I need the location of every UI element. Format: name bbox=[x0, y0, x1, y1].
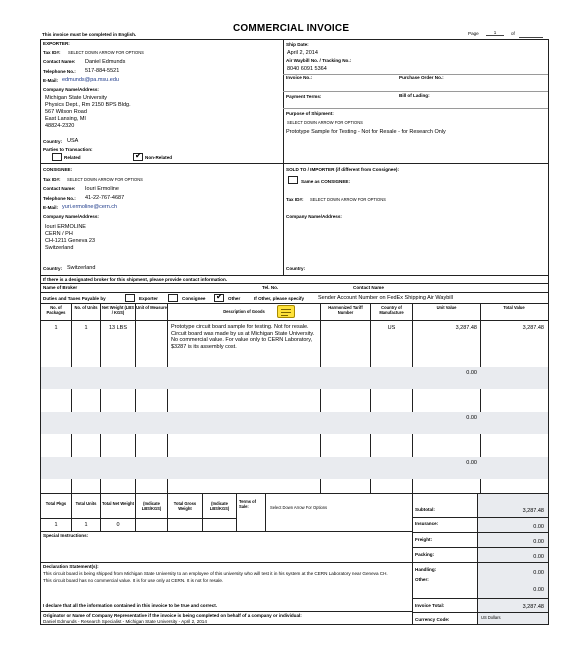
purpose-select[interactable]: SELECT DOWN ARROW FOR OPTIONS bbox=[287, 120, 363, 125]
consignee-phone-label: Telephone No.: bbox=[43, 196, 76, 201]
broker-name-label: Name of Broker bbox=[43, 285, 78, 290]
consignee-contact-field[interactable]: Iouri Ermoline bbox=[85, 186, 119, 192]
declaration-text[interactable]: This circuit board is being shipped from Michigan State University to an employee of this university who will test it in his system at the CERN Laboratory near Geneva CH. This circuit board has no commercial value. It is for use only at CERN. It is not for resale. bbox=[43, 571, 388, 583]
consignee-address-line: CERN / PH bbox=[45, 231, 73, 237]
col-line bbox=[167, 493, 168, 531]
other-value[interactable]: 0.00 bbox=[533, 587, 544, 593]
of-label: of bbox=[511, 31, 515, 36]
parties-label: Parties to Transaction: bbox=[43, 147, 93, 152]
gross-indicate-label: (Indicate LBS/KGS) bbox=[209, 501, 230, 511]
sold-to-tax-id-label: Tax ID#: bbox=[286, 197, 304, 202]
cell-total-value[interactable]: 3,287.48 bbox=[522, 325, 544, 331]
exporter-address-block[interactable] bbox=[45, 95, 131, 130]
payment-terms-label: Payment Terms: bbox=[286, 94, 322, 99]
col-line bbox=[236, 493, 237, 531]
exporter-address-line: 48824-2320 bbox=[45, 123, 75, 129]
duties-exporter-checkbox[interactable] bbox=[125, 294, 135, 302]
awb-label: Air Waybill No. / Tracking No.: bbox=[286, 58, 352, 63]
cell-unit-value[interactable]: 3,287.48 bbox=[455, 325, 477, 331]
cell-country[interactable]: US bbox=[387, 325, 396, 331]
awb-field[interactable]: 8040 6091 5364 bbox=[287, 66, 327, 72]
consignee-tax-id-label: Tax ID#: bbox=[43, 177, 61, 182]
frame-top bbox=[40, 39, 548, 40]
exporter-address-line: East Lansing, MI bbox=[45, 116, 86, 122]
total-units-field[interactable]: 1 bbox=[84, 522, 88, 528]
divider bbox=[40, 320, 548, 321]
duties-exporter-label: Exporter bbox=[139, 296, 158, 301]
col-header-units: No. of Units bbox=[74, 305, 98, 310]
currency-field[interactable]: US Dollars bbox=[481, 615, 501, 620]
invoice-total-label: Invoice Total: bbox=[415, 603, 445, 608]
handling-label: Handling: bbox=[415, 567, 437, 572]
cell-net-weight[interactable]: 13 LBS bbox=[108, 325, 128, 331]
col-header-description: Description of Goods bbox=[223, 309, 265, 314]
cell-unit-value[interactable]: 0.00 bbox=[466, 415, 477, 421]
exporter-country-label: Country: bbox=[43, 139, 63, 144]
comment-note-icon[interactable] bbox=[277, 305, 295, 318]
sold-to-tax-id-select[interactable]: SELECT DOWN ARROW FOR OPTIONS bbox=[310, 197, 386, 202]
duties-label: Duties and Taxes Payable by bbox=[43, 296, 106, 301]
originator-label: Originator or Name of Company Representative if the invoice is being completed on behalf of a company or individual: bbox=[43, 613, 302, 618]
divider bbox=[40, 562, 412, 563]
handling-value[interactable]: 0.00 bbox=[533, 570, 544, 576]
freight-label: Freight: bbox=[415, 537, 433, 542]
packing-label: Packing: bbox=[415, 552, 435, 557]
consignee-tax-id-select[interactable]: SELECT DOWN ARROW FOR OPTIONS bbox=[67, 177, 143, 182]
duties-consignee-checkbox[interactable] bbox=[168, 294, 178, 302]
consignee-label: CONSIGNEE: bbox=[43, 167, 73, 172]
section-divider-1 bbox=[40, 163, 548, 164]
exporter-label: EXPORTER: bbox=[43, 41, 70, 46]
sold-to-label: SOLD TO / IMPORTER (if different from Consignee): bbox=[286, 167, 399, 172]
divider bbox=[283, 108, 548, 109]
subtotal-value[interactable]: 3,287.48 bbox=[522, 508, 544, 514]
exporter-tax-id-label: Tax ID#: bbox=[43, 50, 61, 55]
consignee-address-line: CH-1211 Geneva 23 bbox=[45, 238, 96, 244]
same-as-consignee-label: Same as CONSIGNEE: bbox=[301, 179, 351, 184]
net-indicate-label: (Indicate LBS/KGS) bbox=[141, 501, 162, 511]
divider bbox=[40, 292, 548, 293]
total-units-label: Total Units bbox=[75, 501, 97, 506]
exporter-company-label: Company Name/Address: bbox=[43, 87, 99, 92]
exporter-email-label: E-Mail: bbox=[43, 78, 59, 83]
duties-other-checkbox[interactable] bbox=[214, 294, 224, 302]
related-checkbox[interactable] bbox=[52, 153, 62, 161]
col-line bbox=[202, 493, 203, 531]
purpose-field[interactable]: Prototype Sample for Testing - Not for Resale - for Research Only bbox=[286, 129, 446, 135]
divider bbox=[412, 547, 548, 548]
duties-consignee-label: Consignee bbox=[182, 296, 206, 301]
consignee-phone-field[interactable]: 41-22-767-4687 bbox=[85, 195, 125, 201]
special-instructions-label: Special Instructions: bbox=[43, 533, 89, 538]
divider bbox=[412, 532, 548, 533]
total-pkgs-field[interactable]: 1 bbox=[54, 522, 58, 528]
broker-tel-label: Tel. No. bbox=[262, 285, 279, 290]
divider bbox=[40, 611, 412, 612]
ship-date-field[interactable]: April 2, 2014 bbox=[287, 50, 318, 56]
cell-description[interactable]: Prototype circuit board sample for testing. Not for resale. Circuit board was made by us at Michigan State University. No commercial value. For value only to CERN Laboratory, $3287 is its assembly cost. bbox=[171, 324, 315, 350]
english-note: This invoice must be completed in English. bbox=[42, 32, 137, 37]
po-label: Purchase Order No.: bbox=[399, 75, 444, 80]
exporter-tax-id-select[interactable]: SELECT DOWN ARROW FOR OPTIONS bbox=[68, 50, 144, 55]
consignee-country-field[interactable]: Switzerland bbox=[67, 265, 96, 271]
col-header-net-weight: Net Weight (LBS / KGS) bbox=[102, 305, 134, 315]
page-total-field[interactable] bbox=[519, 37, 543, 38]
invoice-total-value[interactable]: 3,287.48 bbox=[522, 604, 544, 610]
page-label: Page bbox=[468, 31, 479, 36]
divider bbox=[40, 531, 412, 532]
declaration-label: Declaration Statement(s): bbox=[43, 564, 99, 569]
originator-field[interactable]: Daniel Edmunds - Research Specialist - Michigan State University - April 2, 2014 bbox=[43, 619, 207, 624]
exporter-address-line: 567 Wilson Road bbox=[45, 109, 87, 115]
consignee-address-line: Iouri ERMOLINE bbox=[45, 224, 86, 230]
col-line bbox=[135, 493, 136, 531]
consignee-email-field[interactable]: yuri.ermoline@cern.ch bbox=[62, 204, 118, 210]
purpose-label: Purpose of Shipment: bbox=[286, 111, 334, 116]
other-label: Other: bbox=[415, 577, 429, 582]
divider bbox=[412, 562, 548, 563]
divider bbox=[412, 598, 548, 599]
subtotal-label: Subtotal: bbox=[415, 507, 435, 512]
checkmark-icon: ✔ bbox=[216, 292, 223, 301]
cell-unit-value[interactable]: 0.00 bbox=[466, 370, 477, 376]
ship-date-label: Ship Date: bbox=[286, 42, 309, 47]
divider bbox=[412, 612, 548, 613]
exporter-address-line: Physics Dept., Rm 2150 BPS Bldg. bbox=[45, 102, 131, 108]
col-header-packages: No. of Packages bbox=[46, 305, 66, 315]
col-header-unit-measure: Unit of Measure bbox=[136, 305, 167, 310]
total-net-field[interactable]: 0 bbox=[116, 522, 120, 528]
exporter-contact-label: Contact Name: bbox=[43, 59, 76, 64]
col-header-country: Country of Manufacture bbox=[379, 305, 404, 315]
consignee-email-label: E-Mail: bbox=[43, 205, 59, 210]
cell-packages[interactable]: 1 bbox=[54, 325, 58, 331]
total-gross-label: Total Gross Weight bbox=[173, 501, 197, 511]
total-pkgs-label: Total Pkgs bbox=[45, 501, 67, 506]
terms-of-sale-label: Terms of Sale: bbox=[239, 499, 256, 509]
certify-statement: I declare that all the information contained in this invoice to be true and correct. bbox=[43, 603, 218, 608]
consignee-company-label: Company Name/Address: bbox=[43, 214, 99, 219]
insurance-label: Insurance: bbox=[415, 521, 439, 526]
broker-contact-label: Contact Name bbox=[353, 285, 384, 290]
frame-right bbox=[548, 39, 549, 624]
total-net-label: Total Net Weight bbox=[102, 501, 134, 506]
divider bbox=[40, 303, 548, 304]
nonrelated-checkbox[interactable] bbox=[133, 153, 143, 161]
sold-to-country-label: Country: bbox=[286, 266, 306, 271]
divider bbox=[412, 517, 548, 518]
exporter-email-field[interactable]: edmunds@pa.msu.edu bbox=[62, 77, 119, 83]
same-as-consignee-checkbox[interactable] bbox=[288, 176, 298, 184]
col-line bbox=[412, 493, 413, 624]
exporter-country-field[interactable]: USA bbox=[67, 138, 79, 144]
divider bbox=[40, 283, 548, 284]
insurance-value[interactable]: 0.00 bbox=[533, 524, 544, 530]
col-line bbox=[265, 493, 266, 531]
terms-of-sale-select[interactable]: Select Down Arrow For Options bbox=[270, 505, 328, 510]
cell-units[interactable]: 1 bbox=[84, 325, 88, 331]
packing-value[interactable]: 0.00 bbox=[533, 554, 544, 560]
duties-if-other-label: If Other, please specify bbox=[254, 296, 305, 301]
exporter-phone-field[interactable]: 517-884-5521 bbox=[85, 68, 120, 74]
page-number[interactable]: 1 bbox=[486, 30, 504, 36]
frame-left bbox=[40, 39, 41, 624]
checkmark-icon: ✔ bbox=[135, 151, 142, 160]
consignee-country-label: Country: bbox=[43, 266, 63, 271]
freight-value[interactable]: 0.00 bbox=[533, 539, 544, 545]
broker-note: If there is a designated broker for this shipment, please provide contact information. bbox=[43, 277, 228, 282]
bol-label: Bill of Lading: bbox=[399, 93, 430, 98]
divider bbox=[40, 493, 548, 494]
exporter-contact-field[interactable]: Daniel Edmunds bbox=[85, 59, 126, 65]
exporter-phone-label: Telephone No.: bbox=[43, 69, 76, 74]
duties-other-label: Other bbox=[228, 296, 241, 301]
exporter-address-line: Michigan State University bbox=[45, 95, 108, 101]
consignee-contact-label: Contact Name: bbox=[43, 186, 76, 191]
sold-to-company-label: Company Name/Address: bbox=[286, 214, 342, 219]
col-header-unit-value: Unit Value bbox=[436, 305, 457, 310]
currency-label: Currency Code: bbox=[415, 617, 450, 622]
duties-specify-field[interactable]: Sender Account Number on FedEx Shipping Air Waybill bbox=[318, 295, 453, 301]
consignee-address-line: Switzerland bbox=[45, 245, 74, 251]
col-header-tariff: Harmonized Tariff Number bbox=[328, 305, 363, 315]
invoice-no-label: Invoice No.: bbox=[286, 75, 313, 80]
nonrelated-label: Non-Related bbox=[145, 155, 173, 160]
section-divider-2 bbox=[40, 275, 548, 276]
related-label: Related bbox=[64, 155, 81, 160]
divider bbox=[40, 518, 236, 519]
page-title: COMMERCIAL INVOICE bbox=[233, 23, 350, 34]
col-header-total-value: Total Value bbox=[503, 305, 525, 310]
cell-unit-value[interactable]: 0.00 bbox=[466, 460, 477, 466]
consignee-address-block[interactable] bbox=[45, 224, 95, 252]
divider bbox=[283, 91, 548, 92]
